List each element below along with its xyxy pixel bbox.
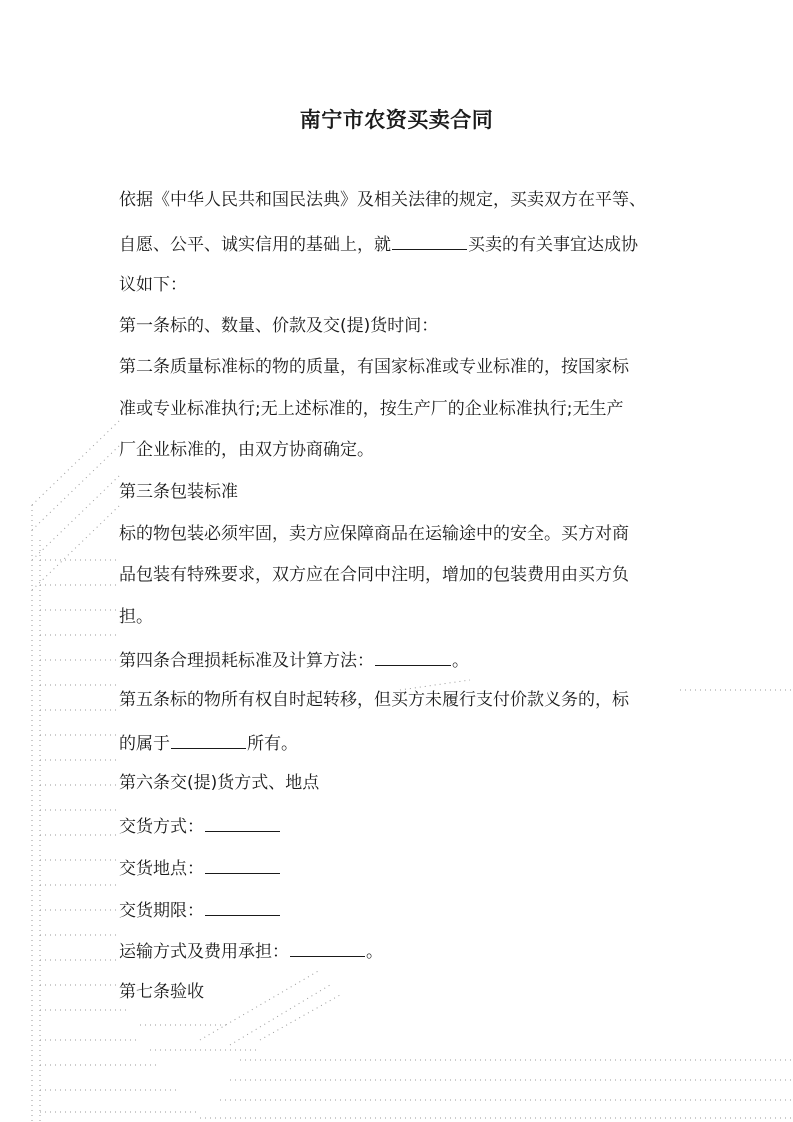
article-3-line-1: 标的物包装必须牢固，卖方应保障商品在运输途中的安全。买方对商	[119, 524, 629, 544]
article-4	[119, 647, 469, 673]
delivery-method-blank[interactable]	[205, 813, 280, 832]
article-4-end: 。	[452, 651, 469, 671]
preamble-line-3: 议如下：	[119, 275, 187, 295]
article-5-line-1: 第五条标的物所有权自时起转移，但买方未履行支付价款义务的，标	[119, 690, 629, 710]
transport-end: 。	[366, 942, 383, 962]
transport-row	[119, 938, 383, 964]
article-5-line-2-text-a: 的属于	[119, 734, 170, 754]
article-2-line-3: 厂企业标准的，由双方协商确定。	[119, 440, 374, 460]
delivery-term-row	[119, 897, 281, 923]
loss-calculation-blank[interactable]	[375, 647, 451, 666]
preamble-line-2-text-b: 买卖的有关事宜达成协	[468, 235, 638, 255]
subject-goods-blank[interactable]	[392, 231, 467, 250]
delivery-place-blank[interactable]	[205, 855, 280, 874]
article-2-line-2: 准或专业标准执行;无上述标准的，按生产厂的企业标准执行;无生产	[119, 399, 624, 419]
article-7-heading: 第七条验收	[119, 982, 204, 1002]
article-3-heading: 第三条包装标准	[119, 482, 238, 502]
article-6-heading: 第六条交(提)货方式、地点	[119, 773, 320, 793]
transport-blank[interactable]	[290, 938, 365, 957]
article-2-line-1: 第二条质量标准标的物的质量，有国家标准或专业标准的，按国家标	[119, 357, 629, 377]
article-5-line-2-text-b: 所有。	[247, 734, 298, 754]
delivery-term-blank[interactable]	[205, 897, 280, 916]
contract-title: 南宁市农资买卖合同	[299, 108, 494, 132]
transport-label: 运输方式及费用承担：	[119, 942, 289, 962]
article-1: 第一条标的、数量、价款及交(提)货时间：	[119, 316, 439, 336]
article-5-line-2	[119, 730, 298, 756]
article-3-line-3: 担。	[119, 607, 153, 627]
delivery-term-label: 交货期限：	[119, 901, 204, 921]
delivery-method-label: 交货方式：	[119, 817, 204, 837]
preamble-line-1: 依据《中华人民共和国民法典》及相关法律的规定，买卖双方在平等、	[119, 190, 646, 210]
delivery-place-label: 交货地点：	[119, 859, 204, 879]
preamble-line-2	[119, 231, 638, 257]
article-3-line-2: 品包装有特殊要求，双方应在合同中注明，增加的包装费用由买方负	[119, 565, 629, 585]
preamble-line-2-text-a: 自愿、公平、诚实信用的基础上，就	[119, 235, 391, 255]
ownership-blank[interactable]	[171, 730, 246, 749]
article-4-label: 第四条合理损耗标准及计算方法：	[119, 651, 374, 671]
delivery-method-row	[119, 813, 281, 839]
delivery-place-row	[119, 855, 281, 881]
